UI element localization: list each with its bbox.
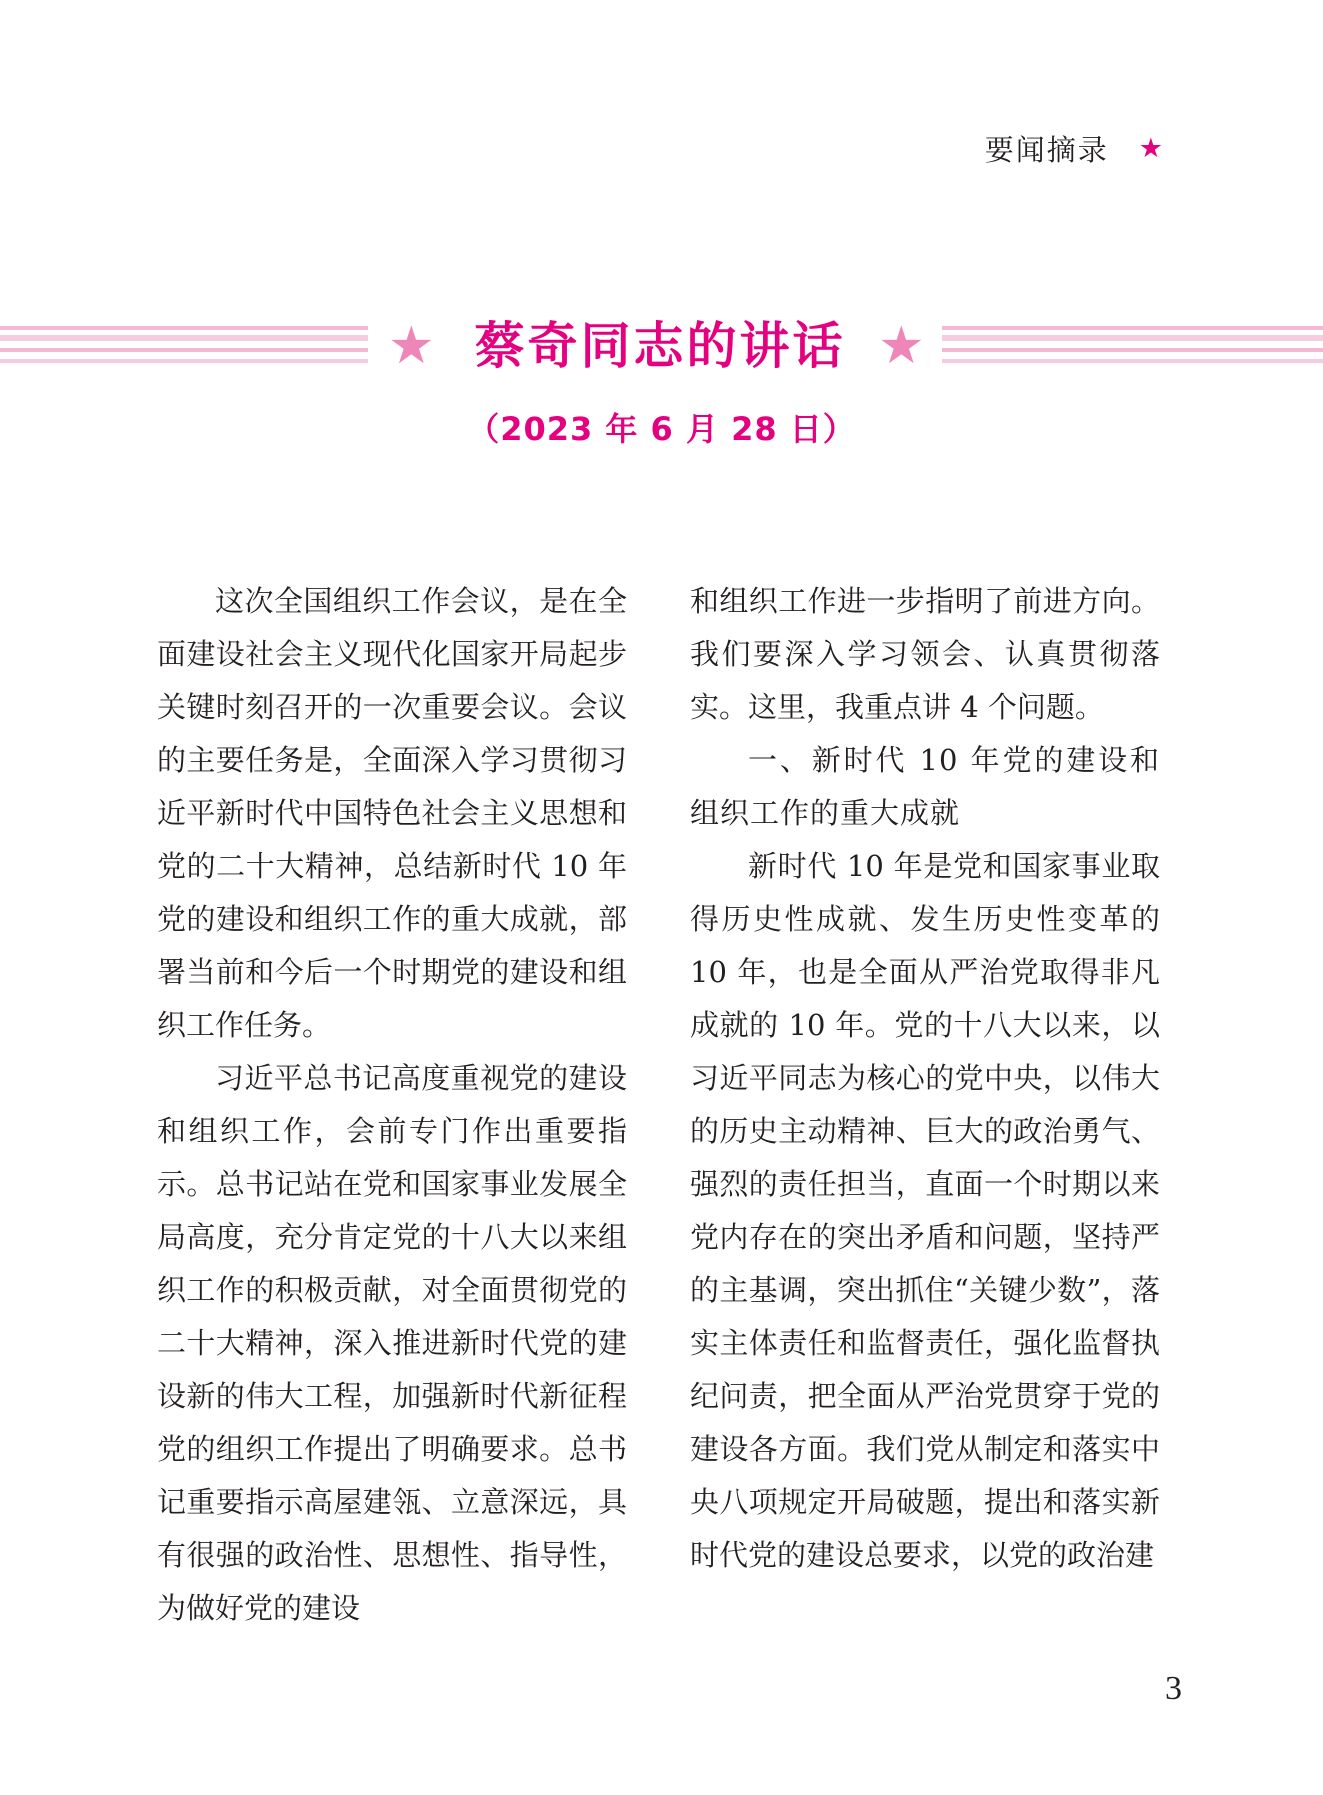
decorative-stripes-left (0, 326, 368, 366)
star-icon: ★ (1138, 133, 1165, 164)
paragraph-2: 习近平总书记高度重视党的建设和组织工作，会前专门作出重要指示。总书记站在党和国家事业发展全局高度，充分肯定党的十八大以来组织工作的积极贡献，对全面贯彻党的二十大精神，深入推进新时代党的建设新的伟大工程，加强新时代新征程党的组织工作提出了明确要求。总书记重要指示高屋建瓴、立意深远，具有很强的政治性、思想性、指导性，为做好党的建设 (157, 1061, 627, 1625)
document-title: 蔡奇同志的讲话 (474, 317, 846, 375)
paragraph-3: 新时代 10 年是党和国家事业取得历史性成就、发生历史性变革的 10 年，也是全面从严治党取得非凡成就的 10 年。党的十八大以来，以习近平同志为核心的党中央，以伟大的历史主动精神、巨大的政治勇气、强烈的责任担当，直面一个时期以来党内存在的突出矛盾和问题，坚持严的主基调，突出抓住“关键少数”，落实主体责任和监督责任，强化监督执纪问责，把全面从严治党贯穿于党的建设各方面。我们党从制定和落实中央八项规定开局破题，提出和落实新时代党的建设总要求，以党的政治建 (690, 849, 1160, 1572)
document-date: （2023 年 6 月 28 日） (467, 410, 856, 448)
section-heading: 一、新时代 10 年党的建设和组织工作的重大成就 (690, 743, 1160, 830)
left-column (157, 575, 627, 1635)
paragraph-continuation: 和组织工作进一步指明了前进方向。我们要深入学习领会、认真贯彻落实。这里，我重点讲 4 个问题。 (690, 584, 1160, 724)
decorative-stripes-right (942, 326, 1323, 366)
paragraph-1: 这次全国组织工作会议，是在全面建设社会主义现代化国家开局起步关键时刻召开的一次重要会议。会议的主要任务是，全面深入学习贯彻习近平新时代中国特色社会主义思想和党的二十大精神，总结新时代 10 年党的建设和组织工作的重大成就，部署当前和今后一个时期党的建设和组织工作任务。 (157, 584, 627, 1042)
section-header (985, 128, 1165, 169)
page-number: 3 (1165, 1670, 1182, 1707)
section-label: 要闻摘录 (984, 133, 1109, 167)
title-star-right-icon: ★ (878, 316, 925, 376)
right-column (690, 575, 1160, 1582)
title-star-left-icon: ★ (388, 316, 435, 376)
title-band (0, 316, 1323, 376)
